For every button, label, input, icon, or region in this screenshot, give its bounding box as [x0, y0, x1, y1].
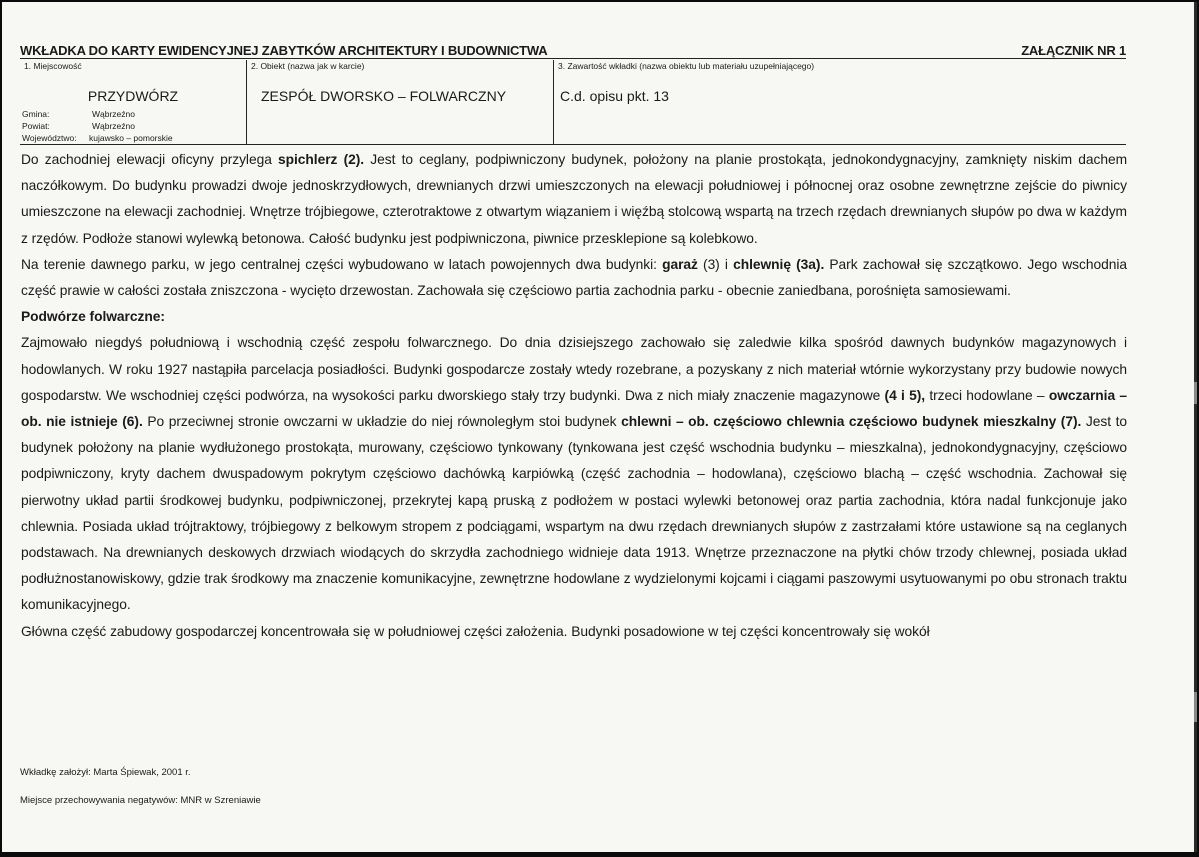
text-run: Na terenie dawnego parku, w jego centralnej części wybudowano w latach powojennych dwa budynki:	[21, 256, 663, 272]
admin-key: Gmina:	[22, 109, 50, 119]
object-label: 2. Obiekt (nazwa jak w karcie)	[251, 61, 365, 71]
locality-value: PRZYDWÓRZ	[87, 88, 179, 104]
admin-value: kujawsko – pomorskie	[89, 133, 173, 143]
content-cell	[554, 60, 1126, 144]
text-run: Jest to ceglany, podpiwniczony budynek, położony na planie prostokąta, jednokondygnacyjny, zamknięty niskim dachem naczółkowym. Do budynku prowadzi dwoje jednoskrzydłowych, drewnianych drzwi umieszczonych na elewacji południowej i północnej oraz osobne zewnętrzne zejście do piwnicy umieszczone na elewacji zachodniej. Wnętrze trójbiegowe, czterotraktowe z otwartym wiązaniem i więźbą stolcową wspartą na trzech rzędach drewnianych słupów po dwa w każdym z rzędów. Podłoże stanowi wylewką betonowa. Całość budynku jest podpiwniczona, piwnice przesklepione są kolebkowo.	[21, 152, 1128, 246]
bold-run: garaż	[662, 256, 698, 272]
author-note: Wkładkę założył: Marta Śpiewak, 2001 r.	[20, 767, 191, 778]
text-run: Po przeciwnej stronie owczarni w układzie do niej równoległym stoi budynek	[142, 414, 622, 430]
card-header	[20, 43, 1126, 57]
paragraph-farmyard	[21, 330, 1127, 618]
edge-mark	[1194, 382, 1197, 404]
content-label: 3. Zawartość wkładki (nazwa obiektu lub materiału uzupełniającego)	[558, 61, 815, 71]
card-title: WKŁADKA DO KARTY EWIDENCYJNEJ ZABYTKÓW ARCHITEKTURY I BUDOWNICTWA	[20, 43, 548, 58]
bold-run: owczarnia – ob. nie istnieje (6).	[21, 387, 1127, 430]
admin-key: Województwo:	[22, 133, 77, 143]
text-run: Park zachował się szczątkowo. Jego wschodnia część prawie w całości została zniszczona - wycięto drzewostan. Zachowała się częściowo partia zachodnia parku - obecnie zaniedbana, porośnięta samosiewami.	[21, 256, 1128, 299]
admin-value: Wąbrzeźno	[92, 109, 135, 119]
negatives-location: Miejsce przechowywania negatywów: MNR w Szreniawie	[20, 795, 261, 806]
bold-run: chlewni – ob. częściowo chlewnia częściowo budynek mieszkalny (7).	[621, 414, 1082, 430]
header-rule	[20, 58, 1126, 59]
text-run: (3) i	[697, 256, 734, 272]
paragraph-main-buildings: Główna część zabudowy gospodarczej koncentrowała się w południowej części założenia. Budynki posadowione w tej części koncentrowały się wokół	[21, 623, 930, 639]
text-run: Jest to budynek położony na planie wydłużonego prostokąta, murowany, częściowo tynkowany (tynkowana jest część wschodnia budynku – mieszkalna), jednokondygnacyjny, częściowo podpiwniczony, kryty dachem dwuspadowym pokrytym częściowo dachówką karpiówką (część zachodnia – hodowlana), częściowo blachą – część wschodnia. Zachował się pierwotny układ partii środkowej budynku, podpiwniczonej, przekrytej kapą pruską z podłożem w postaci wylewki betonowej oraz partia zachodnia, która nadal funkcjonuje jako chlewnia. Posiada układ trójtraktowy, trójbiegowy z belkowym stropem z podciągami, wspartym na dwu rzędach drewnianych słupów z zastrzałami które ustawione są na ceglanych podstawach. Na drewnianych deskowych drzwiach wiodących do skrzydła zachodniego widnieje data 1913. Wnętrze przeznaczone na płytki chów trzody chlewnej, posiada układ podłużnostanowiskowy, gdzie trak środkowy ma znaczenie komunikacyjne, zewnętrzne hodowlane z wydzielonymi kojcami i ciągami paszowymi usytuowanymi po obu stronach traktu komunikacyjnego.	[21, 414, 1127, 613]
paragraph-park	[21, 252, 1127, 304]
field-grid	[20, 60, 1126, 145]
bold-run: (4 i 5),	[884, 387, 926, 403]
section-heading: Podwórze folwarczne:	[21, 309, 165, 325]
admin-value: Wąbrzeźno	[92, 121, 135, 131]
edge-mark	[1194, 692, 1197, 722]
object-cell	[247, 60, 554, 144]
text-run: Zajmowało niegdyś południową i wschodnią część zespołu folwarcznego. Do dnia dzisiejszego zachowało się zaledwie kilka spośród dawnych budynków magazynowych i hodowlanych. W roku 1927 nastąpiła parcelacja posiadłości. Budynki gospodarcze zostały wtedy rozebrane, a pozyskany z nich materiał wtórnie wykorzystany przy budowie nowych gospodarstw. We wschodniej części podwórza, na wysokości parku dworskiego stały trzy budynki. Dwa z nich miały znaczenie magazynowe	[21, 335, 1127, 403]
content-value: C.d. opisu pkt. 13	[560, 88, 669, 104]
paragraph-granary	[21, 147, 1127, 252]
text-run: Do zachodniej elewacji oficyny przylega	[21, 152, 279, 167]
text-run: trzeci hodowlane –	[925, 387, 1049, 403]
locality-cell	[20, 60, 247, 144]
annex-label: ZAŁĄCZNIK NR 1	[1021, 43, 1126, 58]
object-value: ZESPÓŁ DWORSKO – FOLWARCZNY	[261, 88, 507, 104]
admin-key: Powiat:	[22, 121, 50, 131]
bold-run: spichlerz (2).	[278, 152, 365, 167]
locality-label: 1. Miejscowość	[24, 61, 82, 71]
record-card	[2, 2, 1197, 852]
description-body	[21, 147, 1127, 645]
bold-run: chlewnię (3a).	[733, 256, 825, 272]
